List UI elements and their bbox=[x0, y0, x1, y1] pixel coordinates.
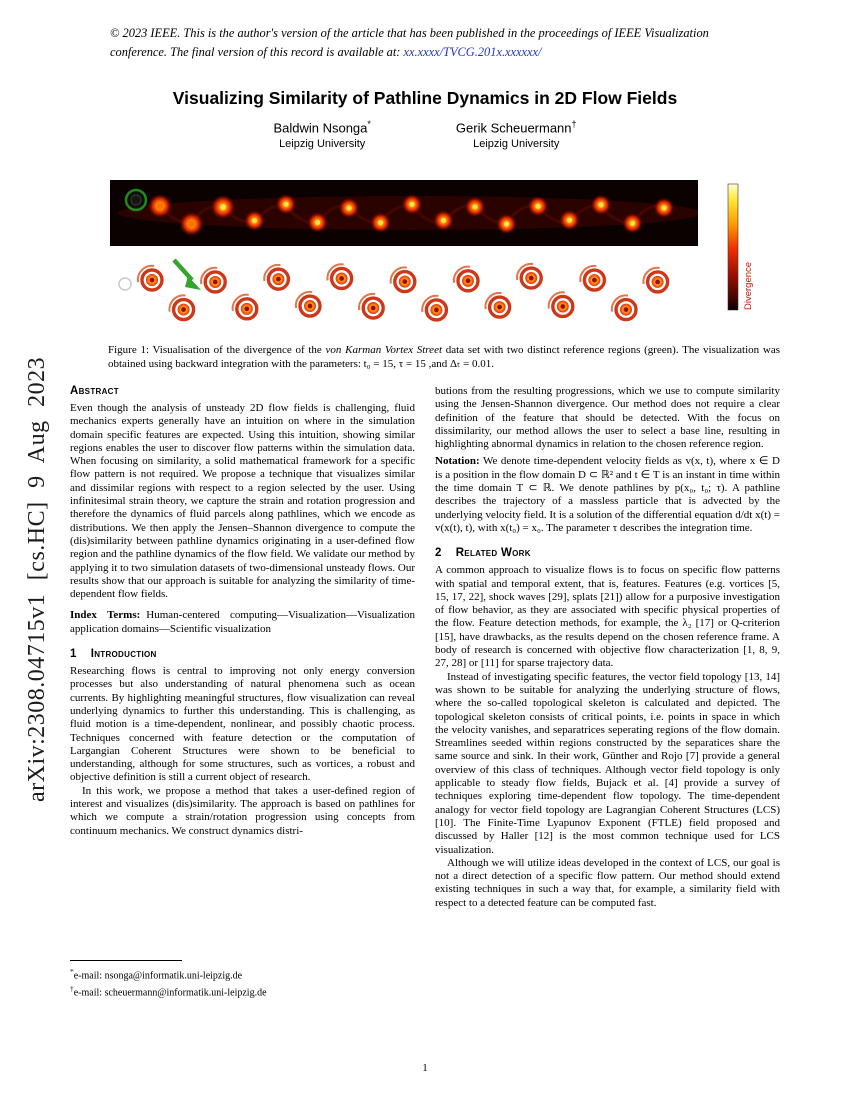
vortex-glyph bbox=[497, 305, 502, 310]
colorbar-label: Divergence bbox=[743, 261, 754, 310]
vortex-glyph bbox=[339, 276, 344, 281]
author-block bbox=[0, 119, 850, 150]
cylinder-obstacle-dark bbox=[131, 195, 141, 205]
vortex-glyph bbox=[244, 306, 249, 311]
author-2-name bbox=[456, 119, 577, 135]
section-2-heading bbox=[435, 547, 780, 559]
copyright-notice bbox=[110, 24, 758, 61]
author-1-name-text: Baldwin Nsonga bbox=[273, 120, 368, 136]
paper-title: Visualizing Similarity of Pathline Dynamics in 2D Flow Fields bbox=[172, 88, 678, 108]
figure1-bottom-flow-image bbox=[110, 256, 698, 332]
vortex-glyph bbox=[378, 220, 383, 225]
vortex-glyph bbox=[567, 218, 572, 223]
footnote-1-mark: * bbox=[70, 967, 74, 976]
cylinder-obstacle-light bbox=[119, 278, 131, 290]
vortex-glyph bbox=[466, 278, 471, 283]
vortex-glyph bbox=[276, 277, 281, 282]
index-terms bbox=[70, 609, 415, 636]
footnote-2 bbox=[70, 982, 415, 999]
section-1-title: Introduction bbox=[90, 648, 157, 661]
vortex-glyph bbox=[661, 205, 666, 210]
doi-link[interactable]: xx.xxxx/TVCG.201x.xxxxxx/ bbox=[403, 44, 542, 59]
author-1-name bbox=[273, 119, 370, 135]
divergence-colorbar bbox=[726, 182, 762, 312]
vortex-glyph bbox=[157, 203, 163, 209]
author-2-name-text: Gerik Scheuermann bbox=[455, 120, 572, 136]
vortex-glyph bbox=[504, 221, 509, 226]
vortex-glyph bbox=[472, 204, 477, 209]
vortex-glyph bbox=[283, 202, 288, 207]
related-work-paragraph-1: A common approach to visualize flows is to focus on specific flow patterns with spatial and temporal extent, that is, features. Features (e.g. vortices [5, 15, 17, 22], shock waves [29], splats [21]) allow for a purposive investigation of flow behavior, as they are associated with specific physical properties of the flow. Feature detection methods, for example, the λ₂ [17] or Q-criterion [15], have drawbacks, as the results depend on the chosen reference frame. A body of research is concerned with objective flow characterization [1, 8, 9, 27, 28] or [11] for sparse trajectory data. bbox=[435, 564, 780, 670]
figure1-caption bbox=[108, 343, 780, 371]
copyright-text: © 2023 IEEE. This is the author's version of the article that has been published in the proceedings of IEEE Visualization conference. The final version of this record is available at: bbox=[110, 26, 709, 59]
author-2 bbox=[456, 119, 577, 150]
vortex-glyph bbox=[308, 304, 313, 309]
caption-dataset-name: von Karman Vortex Street bbox=[325, 344, 443, 356]
vortex-glyph bbox=[188, 221, 194, 227]
section-1-heading bbox=[70, 648, 415, 660]
author-2-mark: † bbox=[571, 119, 577, 129]
author-1-affiliation: Leipzig University bbox=[279, 138, 366, 151]
footnote-2-mark: † bbox=[70, 984, 74, 994]
vortex-glyph bbox=[402, 279, 407, 284]
vortex-glyph bbox=[371, 306, 376, 311]
vortex-glyph bbox=[181, 307, 186, 312]
vortex-glyph bbox=[346, 205, 351, 210]
author-2-affiliation: Leipzig University bbox=[473, 138, 560, 151]
vortex-glyph bbox=[441, 218, 446, 223]
vortex-glyph bbox=[434, 308, 439, 313]
vortex-glyph bbox=[315, 220, 320, 225]
vortex-glyph bbox=[624, 307, 629, 312]
vortex-glyph bbox=[220, 204, 226, 210]
author-1-mark: * bbox=[367, 119, 371, 129]
abstract-heading: Abstract bbox=[70, 385, 119, 397]
notation-paragraph bbox=[435, 455, 780, 535]
vortex-glyph bbox=[529, 276, 534, 281]
vortex-glyph bbox=[630, 221, 635, 226]
notation-label: Notation: bbox=[435, 455, 480, 468]
vortex-glyph bbox=[535, 204, 540, 209]
notation-text: We denote time-dependent velocity fields as v(x, t), where x ∈ D is a position in the flow domain D ⊂ ℝ² and t ∈ T is an instant in time within the time domain T ⊂ ℝ. We denote pathlines by p(x₀, t₀; τ). A pathline describes the trajectory of a massless particle that is advected by the underlying velocity field. It is a solution of the differential equation d/dt x(t) = v(x(t), t), with x(t₀) = x₀. The parameter τ describes the integration time. bbox=[435, 455, 780, 534]
caption-prefix: Figure 1: Visualisation of the divergence of the bbox=[108, 344, 326, 356]
vortex-glyph bbox=[252, 218, 257, 223]
footnote-1 bbox=[70, 965, 415, 982]
figure1-top-flow-image bbox=[110, 180, 698, 246]
section-2-title: Related Work bbox=[455, 547, 531, 560]
author-1 bbox=[273, 119, 370, 150]
vortex-glyph bbox=[409, 202, 414, 207]
left-column bbox=[70, 385, 415, 910]
related-work-paragraph-3: Although we will utilize ideas developed in the context of LCS, our goal is not a direct detection of a specific flow pattern. Our method should extend existing techniques in such a way that, for example, a similarity field with respect to a detected feature can be computed fast. bbox=[435, 856, 780, 909]
footnotes bbox=[70, 960, 415, 1000]
vortex-glyph bbox=[560, 304, 565, 309]
continuation-paragraph: butions from the resulting progressions, which we use to compute similarity using the Jensen-Shannon divergence. Our method does not require a clear definition of the feature that should be detected. With the focus on dissimilarity, our method allows the user to select a base line, resulting in highlighting abnormal dynamics in relation to the chosen reference region. bbox=[435, 385, 780, 451]
section-1-number: 1 bbox=[70, 648, 77, 661]
right-column bbox=[435, 385, 780, 910]
vortex-glyph bbox=[592, 278, 597, 283]
footnote-1-text: e-mail: nsonga@informatik.uni-leipzig.de bbox=[73, 970, 243, 982]
footnote-2-text: e-mail: scheuermann@informatik.uni-leipzig.de bbox=[73, 987, 267, 999]
colorbar-gradient bbox=[728, 184, 738, 310]
vortex-glyph bbox=[213, 280, 218, 285]
footnote-rule bbox=[70, 960, 182, 961]
abstract-body: Even though the analysis of unsteady 2D flow fields is challenging, fluid mechanics experts generally have an intuition on where in the simulation domain specific features are expected. Using this intuition, showing similar regions enables the user to discover flow patterns within the simulation data. When focusing on similarity, a solid mathematical framework for a specific flow pattern is not required. We propose a technique that visualizes similar and dissimilar regions with respect to a region selected by the user. Using infinitesimal strain theory, we capture the strain and rotation progression and therefore the dynamics of fluid parcels along pathlines, which we encode as distributions. We then apply the Jensen–Shannon divergence to compute the (dis)similarity between pathline dynamics originating in a user-defined flow region and the pathline dynamics of the flow field. We validate our method by applying it to two simulation datasets of two-dimensional unsteady flows. Our results show that our approach is suitable for analyzing the similarity of time-dependent flow fields. bbox=[70, 402, 415, 601]
arxiv-stamp: arXiv:2308.04715v1 [cs.HC] 9 Aug 2023 bbox=[24, 356, 50, 802]
vortex-glyph bbox=[655, 280, 660, 285]
index-terms-text: Human-centered computing—Visualization—Visualization application domains—Scientific visualization bbox=[70, 609, 415, 635]
vortex-glyph bbox=[150, 278, 155, 283]
body-columns bbox=[70, 385, 780, 910]
caption-suffix: data set with two distinct reference regions (green). The visualization was obtained using backward integration with the parameters: t₀ = 15, τ = 15 ,and Δₜ = 0.01. bbox=[108, 344, 780, 370]
introduction-paragraph-1: Researching flows is central to improving not only energy conversion processes but also understanding of natural phenomena such as ocean currents. By highlighting meaningful structures, flow visualization can reveal underlying dynamics to further this understanding. This is challenging, as fluid motion is a time-dependent, nonlinear, and possibly chaotic process. Techniques concerned with feature detection or the computation of Largangian Coherent Structures were shown to be beneficial to understanding, although for some structures, such as vortices, a robust and objective definition is still a current object of research. bbox=[70, 665, 415, 784]
figure1 bbox=[110, 180, 770, 332]
section-2-number: 2 bbox=[435, 547, 442, 560]
index-terms-label: Index Terms: bbox=[70, 609, 141, 622]
introduction-paragraph-2: In this work, we propose a method that takes a user-defined region of interest and visualizes (dis)similarity. The approach is based on pathlines for which we compute a strain/rotation progression using concepts from continuum mechanics. We construct dynamics distri- bbox=[70, 784, 415, 837]
related-work-paragraph-2: Instead of investigating specific features, the vector field topology [13, 14] was shown to be suitable for analyzing the underlying structure of flows, where the so-called topological skeleton is calculated and depicted. The topological skeleton consists of critical points, i.e. points in space in which the velocity vanishes, and separatrices seperating regions of the flow domain. Streamlines seeded within regions constructed by the separatices share the same source and sink. In their work, Günther and Rojo [7] provide a general overview of this class of techniques. Although vector field topology is only applicable to steady flow fields, Bujack et al. [4] provide a survey of techniques exploring time-dependent flow topology. The time-dependent analogy for vector field topology are Lagrangian Coherent Structures (LCS) [10]. The Finite-Time Lyapunov Exponent (FTLE) field proposed and discussed by Haller [12] is the most common technique used for LCS visualization. bbox=[435, 670, 780, 856]
page-number: 1 bbox=[422, 1062, 428, 1074]
vortex-glyph bbox=[598, 202, 603, 207]
